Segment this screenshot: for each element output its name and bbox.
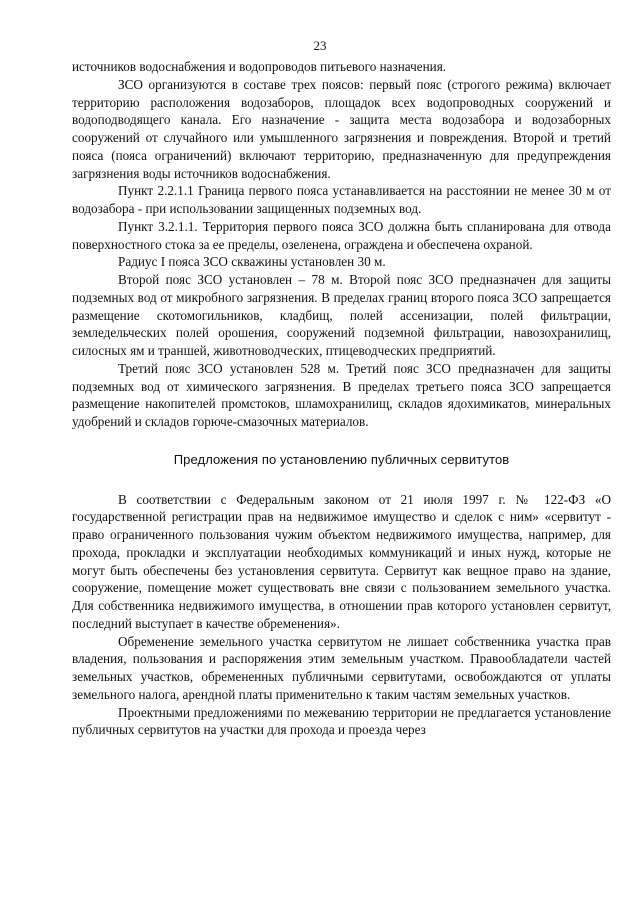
document-body [72,58,611,739]
paragraph-second-zone: Второй пояс ЗСО установлен – 78 м. Второй пояс ЗСО предназначен для защиты подземных вод от микробного загрязнения. В пределах границ второго пояса ЗСО запрещается размещение скотомогильников, кладбищ, полей ассенизации, полей фильтрации, земледельческих полей орошения, сооружений подземной фильтрации, навозохранилищ, силосных ям и траншей, животноводческих, птицеводческих предприятий. [72,272,611,358]
paragraph-third-zone: Третий пояс ЗСО установлен 528 м. Третий пояс ЗСО предназначен для защиты подземных вод от химического загрязнения. В пределах третьего пояса ЗСО запрещается размещение накопителей промстоков, шламохранилищ, складов ядохимикатов, минеральных удобрений и складов горюче-смазочных материалов. [72,360,611,429]
paragraph-clause-2-2-1-1: Пункт 2.2.1.1 Граница первого пояса устанавливается на расстоянии не менее 30 м от водозабора - при использовании защищенных подземных вод. [72,183,611,216]
page-number: 23 [313,38,327,53]
paragraph-first-zone-radius: Радиус I пояса ЗСО скважины установлен 30 м. [118,254,386,270]
paragraph-encumbrance: Обременение земельного участка сервитутом не лишает собственника участка прав владения, пользования и распоряжения этим земельным участком. Правообладатели частей земельных участков, обремененных публичными сервитутами, освобождаются от уплаты земельного налога, арендной платы применительно к таким частям земельных участков. [72,633,611,702]
section-title: Предложения по установлению публичных сервитутов [173,451,510,467]
paragraph-clause-3-2-1-1: Пункт 3.2.1.1. Территория первого пояса ЗСО должна быть спланирована для отвода поверхностного стока за ее пределы, озеленена, ограждена и обеспечена охраной. [72,218,611,252]
paragraph-project-proposals: Проектными предложениями по межеванию территории не предлагается установление публичных сервитутов на участки для прохода и проезда через [72,704,611,738]
paragraph-zso-zones: ЗСО организуются в составе трех поясов: первый пояс (строгого режима) включает территорию расположения водозаборов, площадок всех водопроводных сооружений и водоподводящего канала. Его назначение - защита места водозабора и водозаборных сооружений от случайного или умышленного загрязнения и повреждения. Второй и третий пояса (пояса ограничений) включают территорию, предназначенную для предупреждения загрязнения воды источников водоснабжения. [72,76,611,181]
paragraph-continuation: источников водоснабжения и водопроводов питьевого назначения. [72,59,447,74]
paragraph-federal-law: В соответствии с Федеральным законом от 21 июля 1997 г. № 122-ФЗ «О государственной регистрации прав на недвижимое имущество и сделок с ним» «сервитут - право ограниченного пользования чужим объектом недвижимого имущества, например, для прохода, прокладки и эксплуатации необходимых коммуникаций и иных нужд, которые не могут быть обеспечены без установления сервитута. Сервитут как вещное право на здание, сооружение, помещение может существовать вне связи с пользованием земельного участка. Для собственника недвижимого имущества, в отношении прав которого установлен сервитут, последний выступает в качестве обременения». [72,491,611,631]
